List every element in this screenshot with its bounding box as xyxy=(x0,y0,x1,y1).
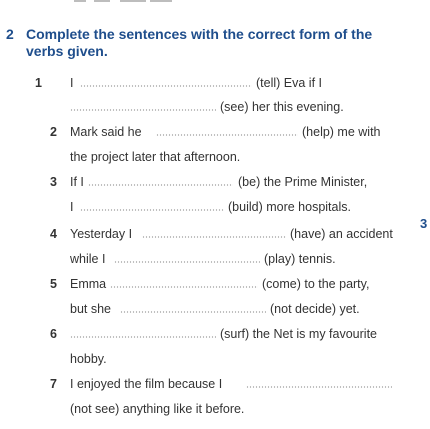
answer-blank[interactable] xyxy=(120,311,266,313)
answer-blank[interactable] xyxy=(246,386,392,388)
cropped-text-fragment xyxy=(120,0,146,2)
answer-blank[interactable] xyxy=(88,184,233,186)
sentence-text: Emma xyxy=(70,277,107,291)
item-number: 4 xyxy=(50,227,57,241)
sentence-text: I xyxy=(70,76,74,90)
sentence-text: Mark said he xyxy=(70,125,142,139)
sentence-text: (surf) the Net is my favourite xyxy=(220,327,377,341)
item-number: 6 xyxy=(50,327,57,341)
sentence-text: (be) the Prime Minister, xyxy=(238,175,368,189)
item-number: 3 xyxy=(50,175,57,189)
answer-blank[interactable] xyxy=(156,134,298,136)
exercise-instructions: Complete the sentences with the correct form of the verbs given. xyxy=(26,26,373,59)
sentence-text: (play) tennis. xyxy=(264,252,336,266)
answer-blank[interactable] xyxy=(142,236,286,238)
cropped-text-fragment xyxy=(150,0,172,2)
item-number: 1 xyxy=(35,76,42,90)
exercise-number: 2 xyxy=(6,26,14,42)
sentence-text: (see) her this evening. xyxy=(220,100,344,114)
answer-blank[interactable] xyxy=(80,85,252,87)
sentence-text: Yesterday I xyxy=(70,227,133,241)
sentence-text: (help) me with xyxy=(302,125,381,139)
page-side-number: 3 xyxy=(420,216,428,231)
cropped-text-fragment xyxy=(74,0,86,2)
answer-blank[interactable] xyxy=(70,336,216,338)
sentence-text: (not see) anything like it before. xyxy=(70,402,245,416)
answer-blank[interactable] xyxy=(114,261,260,263)
item-number: 5 xyxy=(50,277,57,291)
sentence-text: I xyxy=(70,200,74,214)
sentence-text: (come) to the party, xyxy=(262,277,370,291)
item-number: 7 xyxy=(50,377,57,391)
sentence-text: If I xyxy=(70,175,84,189)
sentence-text: while I xyxy=(70,252,106,266)
answer-blank[interactable] xyxy=(80,209,224,211)
answer-blank[interactable] xyxy=(70,109,216,111)
item-number: 2 xyxy=(50,125,57,139)
sentence-text: (have) an accident xyxy=(290,227,393,241)
sentence-text: (tell) Eva if I xyxy=(256,76,322,90)
sentence-text: but she xyxy=(70,302,112,316)
sentence-text: the project later that afternoon. xyxy=(70,150,241,164)
cropped-text-fragment xyxy=(94,0,110,2)
sentence-text: hobby. xyxy=(70,352,107,366)
sentence-text: (not decide) yet. xyxy=(270,302,360,316)
sentence-text: (build) more hospitals. xyxy=(228,200,351,214)
sentence-text: I enjoyed the film because I xyxy=(70,377,223,391)
answer-blank[interactable] xyxy=(110,286,258,288)
